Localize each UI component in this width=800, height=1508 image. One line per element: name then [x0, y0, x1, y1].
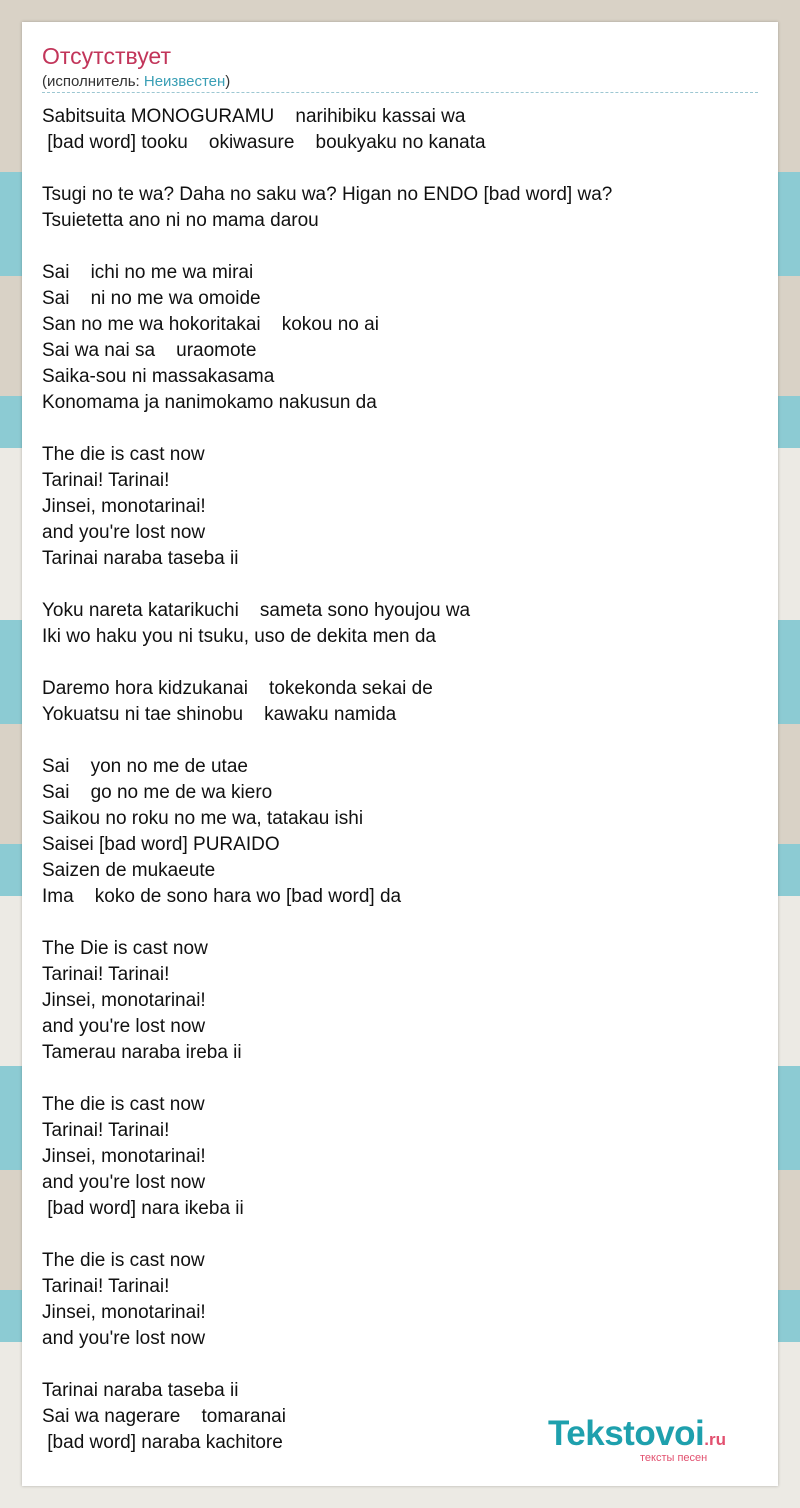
lyric-line: Tamerau naraba ireba ii: [42, 1042, 242, 1063]
header-divider: [42, 92, 758, 93]
lyric-line: Saisei [bad word] PURAIDO: [42, 834, 280, 855]
lyric-line: [42, 156, 758, 182]
lyric-line: Sai ni no me wa omoide: [42, 288, 261, 309]
lyric-line: Sabitsuita MONOGURAMU narihibiku kassai wa: [42, 106, 466, 127]
lyric-line: [bad word] nara ikeba ii: [42, 1198, 244, 1219]
logo-name: Tekstovoi: [548, 1414, 705, 1453]
lyric-line: Jinsei, monotarinai!: [42, 990, 206, 1011]
lyric-line: and you're lost now: [42, 1016, 206, 1037]
lyric-line: and you're lost now: [42, 1172, 206, 1193]
lyric-line: Sai go no me de wa kiero: [42, 782, 273, 803]
lyric-line: [42, 728, 758, 754]
lyric-line: and you're lost now: [42, 522, 206, 543]
lyric-line: Iki wo haku you ni tsuku, uso de dekita men da: [42, 626, 436, 647]
lyric-line: [42, 1066, 758, 1092]
lyric-line: [42, 910, 758, 936]
lyric-line: Tsuietetta ano ni no mama darou: [42, 210, 319, 231]
logo-tagline: тексты песен: [640, 1452, 708, 1464]
lyric-line: Saikou no roku no me wa, tatakau ishi: [42, 808, 364, 829]
lyric-line: Saika-sou ni massakasama: [42, 366, 275, 387]
lyric-line: Tarinai naraba taseba ii: [42, 1380, 239, 1401]
lyric-line: Tsugi no te wa? Daha no saku wa? Higan no ENDO [bad word] wa?: [42, 184, 613, 205]
artist-line: [42, 72, 230, 92]
lyric-line: Konomama ja nanimokamo nakusun da: [42, 392, 377, 413]
artist-link[interactable]: Неизвестен: [143, 73, 226, 90]
lyric-line: Daremo hora kidzukanai tokekonda sekai de: [42, 678, 433, 699]
lyric-line: Tarinai! Tarinai!: [42, 964, 170, 985]
lyric-line: [bad word] naraba kachitore: [42, 1432, 283, 1453]
lyric-line: The die is cast now: [42, 444, 205, 465]
lyric-line: The Die is cast now: [42, 938, 208, 959]
artist-prefix: (исполнитель:: [42, 73, 144, 90]
lyric-line: Jinsei, monotarinai!: [42, 1302, 206, 1323]
lyric-line: [bad word] tooku okiwasure boukyaku no kanata: [42, 132, 486, 153]
song-title: Отсутствует: [42, 43, 171, 69]
lyric-line: Sai wa nai sa uraomote: [42, 340, 257, 361]
logo-tld: .ru: [704, 1430, 727, 1449]
lyric-line: [42, 650, 758, 676]
lyric-line: Tarinai! Tarinai!: [42, 470, 170, 491]
lyric-line: Yokuatsu ni tae shinobu kawaku namida: [42, 704, 397, 725]
lyric-line: Jinsei, monotarinai!: [42, 496, 206, 517]
lyric-line: The die is cast now: [42, 1094, 205, 1115]
lyric-line: Sai wa nagerare tomaranai: [42, 1406, 286, 1427]
lyric-line: [42, 1222, 758, 1248]
artist-suffix: ): [225, 73, 231, 90]
lyric-line: [42, 416, 758, 442]
lyric-line: [42, 234, 758, 260]
lyric-line: Tarinai naraba taseba ii: [42, 548, 239, 569]
lyric-line: Sai yon no me de utae: [42, 756, 248, 777]
lyrics-text: [42, 104, 758, 1456]
lyric-line: Jinsei, monotarinai!: [42, 1146, 206, 1167]
lyric-line: Saizen de mukaeute: [42, 860, 216, 881]
lyric-line: Sai ichi no me wa mirai: [42, 262, 254, 283]
lyric-line: Tarinai! Tarinai!: [42, 1120, 170, 1141]
lyric-line: Tarinai! Tarinai!: [42, 1276, 170, 1297]
lyric-line: Ima koko de sono hara wo [bad word] da: [42, 886, 402, 907]
lyric-line: and you're lost now: [42, 1328, 206, 1349]
lyric-line: San no me wa hokoritakai kokou no ai: [42, 314, 379, 335]
lyrics-card: [22, 22, 778, 1486]
lyric-line: The die is cast now: [42, 1250, 205, 1271]
lyric-line: [42, 1352, 758, 1378]
lyric-line: Yoku nareta katarikuchi sameta sono hyoujou wa: [42, 600, 471, 621]
lyric-line: [42, 572, 758, 598]
